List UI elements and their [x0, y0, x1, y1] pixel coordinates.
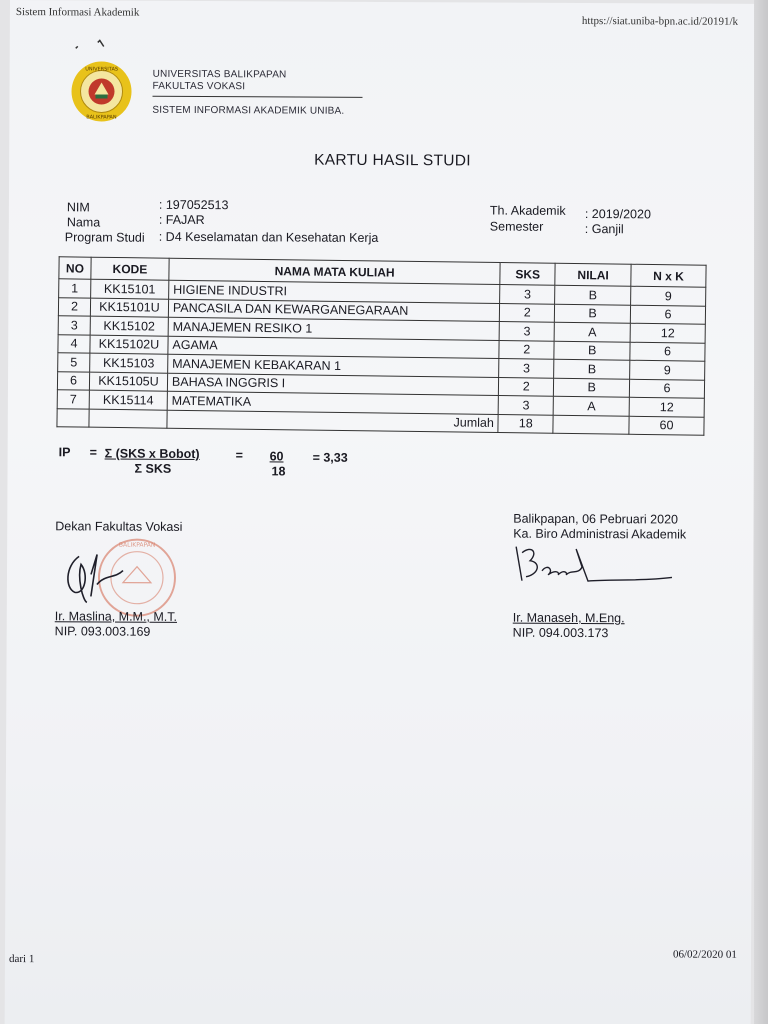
place-date: Balikpapan, 06 Pebruari 2020 [513, 511, 679, 527]
semester-label: Semester [489, 219, 544, 234]
print-footer-left: dari 1 [8, 953, 35, 966]
cell-nilai: B [554, 378, 630, 397]
name-value: : FAJAR [158, 212, 205, 228]
svg-text:BALIKPAPAN: BALIKPAPAN [118, 541, 156, 549]
cell-nilai: B [554, 341, 630, 360]
document-title: KARTU HASIL STUDI [314, 151, 471, 170]
cell-nama: AGAMA [168, 336, 500, 359]
pen-mark [70, 36, 110, 56]
header-sks: SKS [500, 263, 555, 286]
cell-sks: 3 [499, 359, 554, 378]
document-page [5, 0, 756, 1024]
header-kode: KODE [91, 257, 169, 280]
cell-nilai: A [554, 322, 630, 341]
print-header-url: https://siat.uniba-bpn.ac.id/20191/k [581, 14, 739, 28]
header-rule [152, 96, 362, 98]
left-signer-title: Dekan Fakultas Vokasi [55, 519, 183, 534]
cell-no: 6 [57, 371, 89, 390]
cell-sks: 2 [499, 340, 554, 359]
semester-value: : Ganjil [584, 222, 624, 237]
numerator-value: 60 [269, 449, 284, 464]
right-signer-name: Ir. Manaseh, M.Eng. [512, 610, 625, 626]
cell-kode: KK15101 [91, 279, 169, 299]
cell-nama: MANAJEMEN RESIKO 1 [168, 317, 500, 340]
right-signature [502, 541, 692, 602]
academic-year-value: : 2019/2020 [584, 207, 651, 222]
cell-kode: KK15105U [89, 372, 167, 392]
grades-table [56, 256, 706, 435]
left-signer-nip: NIP. 093.003.169 [54, 624, 151, 639]
cell-nilai: A [553, 396, 629, 415]
cell-no: 5 [58, 353, 90, 372]
cell-nilai: B [555, 304, 631, 323]
total-label: Jumlah [167, 410, 499, 433]
formula-denominator: Σ SKS [134, 461, 172, 476]
cell-kode: KK15101U [90, 298, 168, 318]
ip-equals: = [89, 445, 97, 460]
cell-nama: BAHASA INGGRIS I [167, 373, 499, 396]
header-no: NO [59, 257, 91, 279]
cell-no: 3 [58, 316, 90, 335]
nim-label: NIM [66, 200, 90, 215]
total-nxk: 60 [629, 416, 704, 435]
cell-kode: KK15102U [90, 335, 168, 355]
cell-nilai: B [555, 285, 631, 304]
cell-no: 2 [58, 297, 90, 316]
cell-nxk: 12 [630, 323, 705, 342]
cell-sks: 3 [500, 285, 555, 304]
program-label: Program Studi [64, 230, 145, 245]
ip-label: IP [58, 445, 71, 460]
total-sks: 18 [498, 414, 553, 433]
name-label: Nama [66, 215, 101, 230]
nim-value: : 197052513 [158, 197, 229, 213]
formula-equals: = [235, 448, 243, 463]
cell-nxk: 6 [630, 342, 705, 361]
university-logo [66, 58, 136, 124]
cell-no: 1 [59, 279, 91, 298]
svg-text:BALIKPAPAN: BALIKPAPAN [86, 114, 117, 121]
cell-empty [89, 409, 167, 429]
cell-sks: 2 [500, 303, 555, 322]
cell-sks: 3 [498, 396, 553, 415]
cell-no: 4 [58, 334, 90, 353]
cell-nama: HIGIENE INDUSTRI [169, 280, 501, 303]
cell-nama: MANAJEMEN KEBAKARAN 1 [168, 354, 500, 377]
system-name: SISTEM INFORMASI AKADEMIK UNIBA. [152, 104, 345, 117]
cell-sks: 2 [499, 377, 554, 396]
formula-numerator: Σ (SKS x Bobot) [104, 446, 200, 461]
cell-nilai: B [554, 359, 630, 378]
cell-kode: KK15114 [89, 390, 167, 410]
cell-empty [553, 415, 629, 434]
right-signer-title: Ka. Biro Administrasi Akademik [513, 526, 687, 542]
left-signature [51, 544, 141, 604]
cell-empty [57, 408, 89, 427]
cell-kode: KK15103 [90, 353, 168, 373]
header-nama: NAMA MATA KULIAH [169, 258, 501, 284]
print-header-left: Sistem Informasi Akademik [15, 6, 140, 19]
denominator-value: 18 [271, 464, 286, 479]
academic-year-label: Th. Akademik [489, 203, 566, 218]
cell-nama: MATEMATIKA [167, 391, 499, 414]
header-nxk: N x K [631, 264, 706, 287]
header-nilai: NILAI [555, 263, 631, 286]
cell-nxk: 6 [630, 305, 705, 324]
cell-sks: 3 [499, 322, 554, 341]
cell-nxk: 12 [629, 397, 704, 416]
faculty-name: FAKULTAS VOKASI [152, 80, 246, 93]
program-value: : D4 Keselamatan dan Kesehatan Kerja [158, 229, 379, 245]
cell-nxk: 9 [630, 360, 705, 379]
svg-text:UNIVERSITAS: UNIVERSITAS [85, 66, 119, 73]
cell-kode: KK15102 [90, 316, 168, 336]
ip-result: = 3,33 [312, 450, 348, 465]
right-signer-nip: NIP. 094.003.173 [512, 625, 609, 641]
cell-no: 7 [57, 390, 89, 409]
print-footer-right: 06/02/2020 01 [672, 948, 737, 961]
cell-nxk: 9 [631, 286, 706, 305]
university-name: UNIVERSITAS BALIKPAPAN [152, 68, 287, 81]
cell-nxk: 6 [629, 379, 704, 398]
background-edge [754, 0, 768, 1024]
cell-nama: PANCASILA DAN KEWARGANEGARAAN [168, 299, 500, 322]
left-signer-name: Ir. Maslina, M.M., M.T. [54, 609, 178, 624]
